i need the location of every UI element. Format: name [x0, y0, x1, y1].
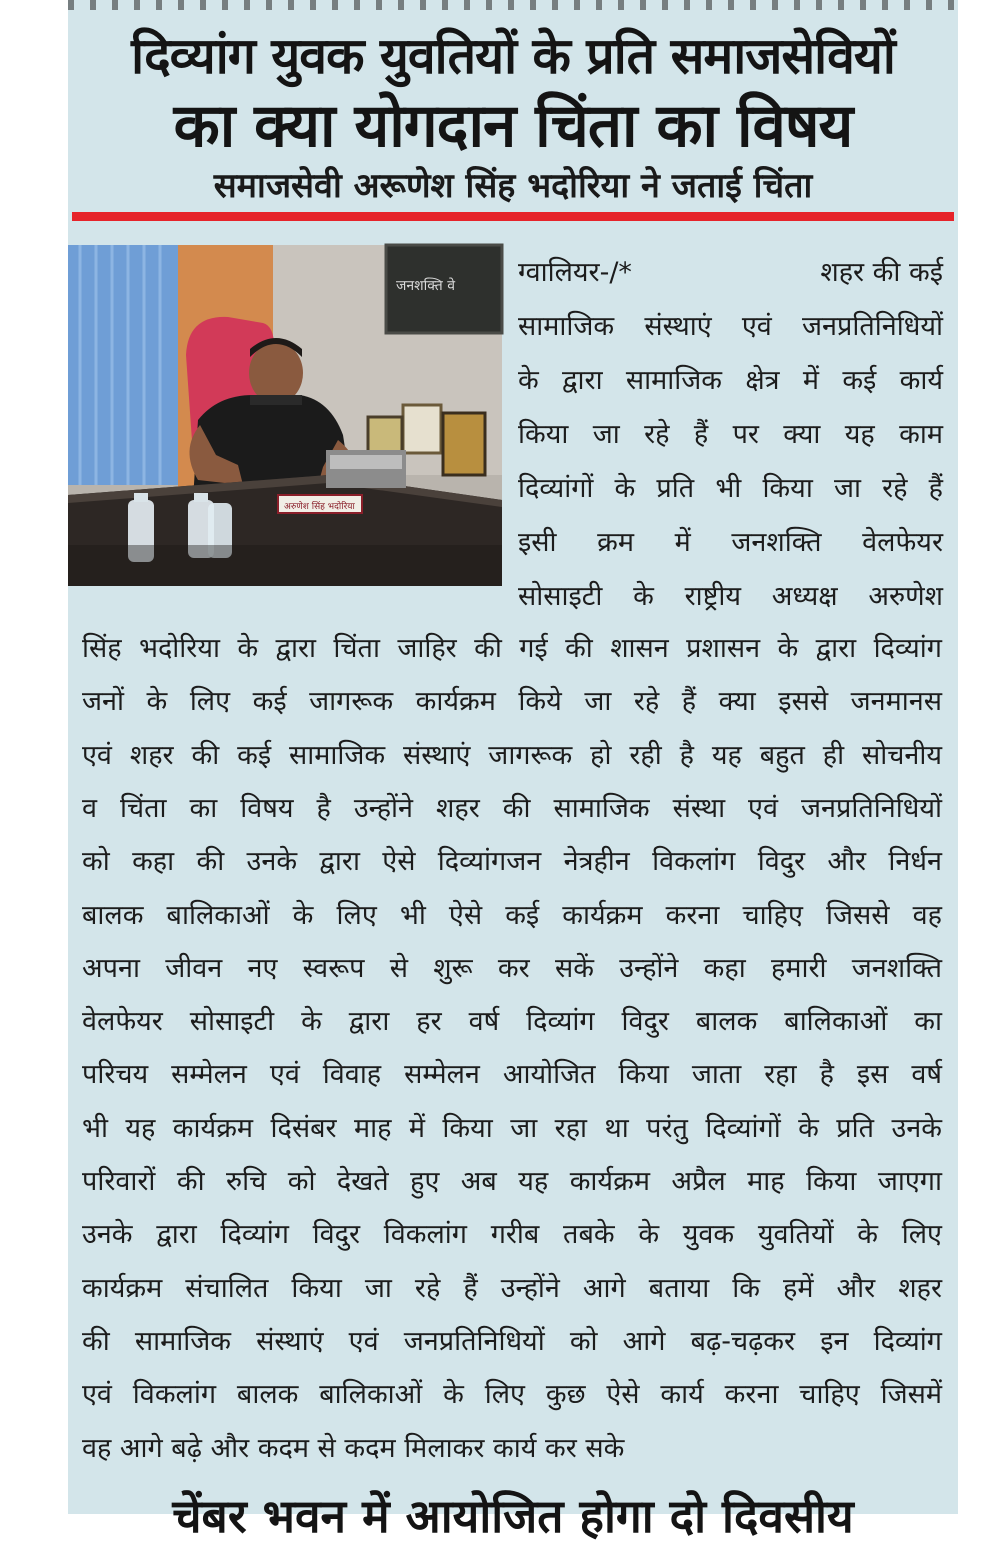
- article-line: [82, 1368, 942, 1421]
- article-text-segment: किया जा रहे हैं पर क्या यह काम: [518, 419, 943, 450]
- article-text: परिवारों की रुचि को देखते हुए अब यह कार्यक्रम अप्रैल माह किया जाएगा: [82, 1166, 942, 1197]
- article-line: [82, 835, 942, 888]
- article-line: [82, 782, 942, 835]
- article-line: [518, 462, 943, 516]
- article-line: [82, 1155, 942, 1208]
- article-text: परिचय सम्मेलन एवं विवाह सम्मेलन आयोजित किया जाता रहा है इस वर्ष: [82, 1059, 942, 1091]
- article-line: [82, 995, 942, 1048]
- article-line: [518, 300, 943, 354]
- article-text: की सामाजिक संस्थाएं एवं जनप्रतिनिधियों को आगे बढ़-चढ़कर इन दिव्यांग: [82, 1325, 942, 1357]
- article-text: उनके द्वारा दिव्यांग विदुर विकलांग गरीब तबके के युवक युवतियों के लिए: [82, 1219, 942, 1251]
- article-line: [82, 1208, 942, 1261]
- article-line: [82, 1048, 942, 1101]
- article-text: व चिंता का विषय है उन्होंने शहर की सामाजिक संस्था एवं जनप्रतिनिधियों: [82, 792, 942, 824]
- article-line: [82, 889, 942, 942]
- wall-sign-text: जनशक्ति वे: [396, 278, 456, 294]
- article-text-segment: सोसाइटी के राष्ट्रीय अध्यक्ष अरुणेश: [518, 581, 943, 612]
- article-text-segment: शहर की कई: [820, 257, 943, 288]
- article-line: [82, 942, 942, 995]
- nameplate-text: अरुणेश सिंह भदोरिया: [284, 502, 355, 512]
- article-line: [82, 1102, 942, 1155]
- article-text: वेलफेयर सोसाइटी के द्वारा हर वर्ष दिव्यांग विदुर बालक बालिकाओं का: [82, 1006, 942, 1038]
- article-text-segment: ग्वालियर-/*: [518, 257, 632, 288]
- article-text: बालक बालिकाओं के लिए भी ऐसे कई कार्यक्रम करना चाहिए जिससे वह: [82, 899, 942, 931]
- article-text: भी यह कार्यक्रम दिसंबर माह में किया जा रहा था परंतु दिव्यांगों के प्रति उनके: [82, 1112, 942, 1144]
- article-line: [518, 354, 943, 408]
- article-text-segment: के द्वारा सामाजिक क्षेत्र में कई कार्य: [518, 365, 943, 396]
- article-text: एवं विकलांग बालक बालिकाओं के लिए कुछ ऐसे कार्य करना चाहिए जिसमें: [82, 1379, 942, 1411]
- article-line: [82, 1262, 942, 1315]
- article-text-segment: इसी क्रम में जनशक्ति वेलफेयर: [518, 527, 943, 558]
- article-line: [518, 516, 943, 570]
- article-text: अपना जीवन नए स्वरूप से शुरू कर सकें उन्होंने कहा हमारी जनशक्ति: [82, 952, 942, 984]
- article-photo: [68, 245, 502, 586]
- cut-off-previous-text: [68, 0, 958, 10]
- article-text: कार्यक्रम संचालित किया जा रहे हैं उन्होंने आगे बताया कि हमें और शहर: [82, 1272, 942, 1304]
- article-text: वह आगे बढ़े और कदम से कदम मिलाकर कार्य कर सके: [82, 1432, 625, 1464]
- subheadline: समाजसेवी अरूणेश सिंह भदोरिया ने जताई चिंता: [213, 166, 813, 206]
- newspaper-clipping: [68, 0, 958, 1543]
- headline-line-1: दिव्यांग युवक युवतियों के प्रति समाजसेवियों: [131, 27, 895, 85]
- article-line: [82, 729, 942, 782]
- article-text: सिंह भदोरिया के द्वारा चिंता जाहिर की गई की शासन प्रशासन के द्वारा दिव्यांग: [82, 633, 942, 664]
- article-text: जनों के लिए कई जागरूक कार्यक्रम किये जा रहे हैं क्या इससे जनमानस: [82, 686, 942, 718]
- article-text-segment: दिव्यांगों के प्रति भी किया जा रहे हैं: [518, 473, 943, 504]
- next-headline-cutoff: चेंबर भवन में आयोजित होगा दो दिवसीय: [172, 1489, 854, 1543]
- article-line: [82, 1315, 942, 1368]
- article-line: [518, 408, 943, 462]
- article-line: [518, 570, 943, 624]
- article-text: एवं शहर की कई सामाजिक संस्थाएं जागरूक हो रही है यह बहुत ही सोचनीय: [82, 739, 942, 771]
- article-line: [82, 622, 942, 675]
- article-text-segment: सामाजिक संस्थाएं एवं जनप्रतिनिधियों: [518, 311, 943, 342]
- article-text: को कहा की उनके द्वारा ऐसे दिव्यांगजन नेत्रहीन विकलांग विदुर और निर्धन: [82, 846, 942, 878]
- headline-line-2: का क्या योगदान चिंता का विषय: [173, 91, 853, 161]
- red-divider-rule: [72, 212, 954, 221]
- article-line: [82, 1422, 942, 1475]
- article-line: [82, 675, 942, 728]
- article-line: [518, 246, 943, 300]
